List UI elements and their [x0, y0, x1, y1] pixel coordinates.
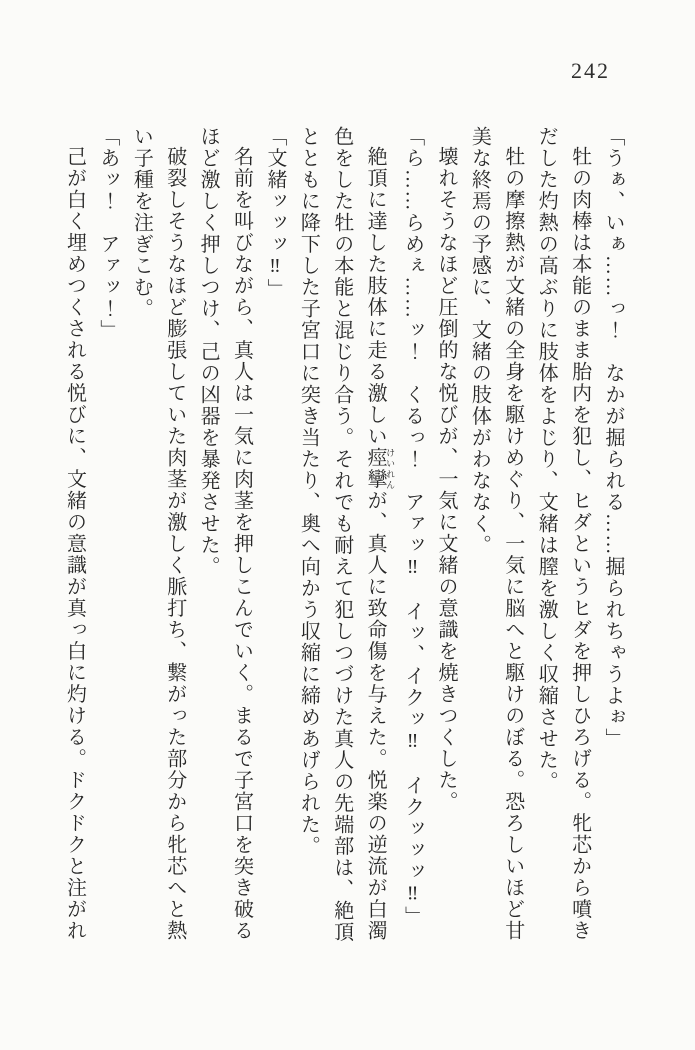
paragraph-narrative: 破裂しそうなほど膨張していた肉茎が激しく脈打ち、繋がった部分から牝芯へと熱い子種を注ぎこむ。 [130, 126, 186, 942]
paragraph-dialogue: 「うぁ、いぁ……っ！ なかが掘られる……掘られちゃうよぉ」 [602, 126, 624, 750]
paragraph-narrative: 壊れそうなほど圧倒的な悦びが、一気に文緒の意識を焼きつくした。 [434, 146, 457, 813]
paragraph-dialogue: 「文緒ッッッ‼」 [263, 126, 286, 300]
furigana: けいれん [385, 447, 396, 490]
text-body [57, 126, 629, 948]
paragraph-dialogue: 「ら……らめぇ……ッ！ くるっ！ アァッ‼ イッ、イクッ‼ イクッッッ‼」 [401, 126, 424, 928]
paragraph-narrative: 己が白く埋めつくされる悦びに、文緒の意識が真っ白に灼ける。ドクドクと注がれ [63, 146, 86, 942]
ruby-annotated-word: 痙攣 けいれん [364, 447, 396, 490]
paragraph-narrative: 絶頂に達した肢体に走る激しい痙攣 けいれんが、真人に致命傷を与えた。悦楽の逆流が白濁色をした牡の本能と混じり合う。それでも耐えて犯しつづけた真人の先端部は、絶頂とともに降下した子宮口に突き当たり、奥へ向かう収縮に締めあげられた。 [297, 126, 396, 943]
page-number: 242 [571, 58, 610, 83]
paragraph-narrative: 名前を叫びながら、真人は一気に肉茎を押しこんでいく。まるで子宮口を突き破るほど激しく押しつけ、己の凶器を暴発させた。 [197, 126, 253, 942]
paragraph-dialogue: 「あッ！ アァッ！」 [96, 126, 119, 341]
paragraph-narrative: 牡の肉棒は本能のまま胎内を犯し、ヒダというヒダを押しひろげる。牝芯から噴きだした灼熱の高ぶりに肢体をよじり、文緒は膣を激しく収縮させた。 [535, 126, 591, 942]
paragraph-narrative: 牡の摩擦熱が文緒の全身を駆けめぐり、一気に脳へと駆けのぼる。恐ろしいほど甘美な終焉の予感に、文緒の肢体がわななく。 [468, 126, 524, 942]
